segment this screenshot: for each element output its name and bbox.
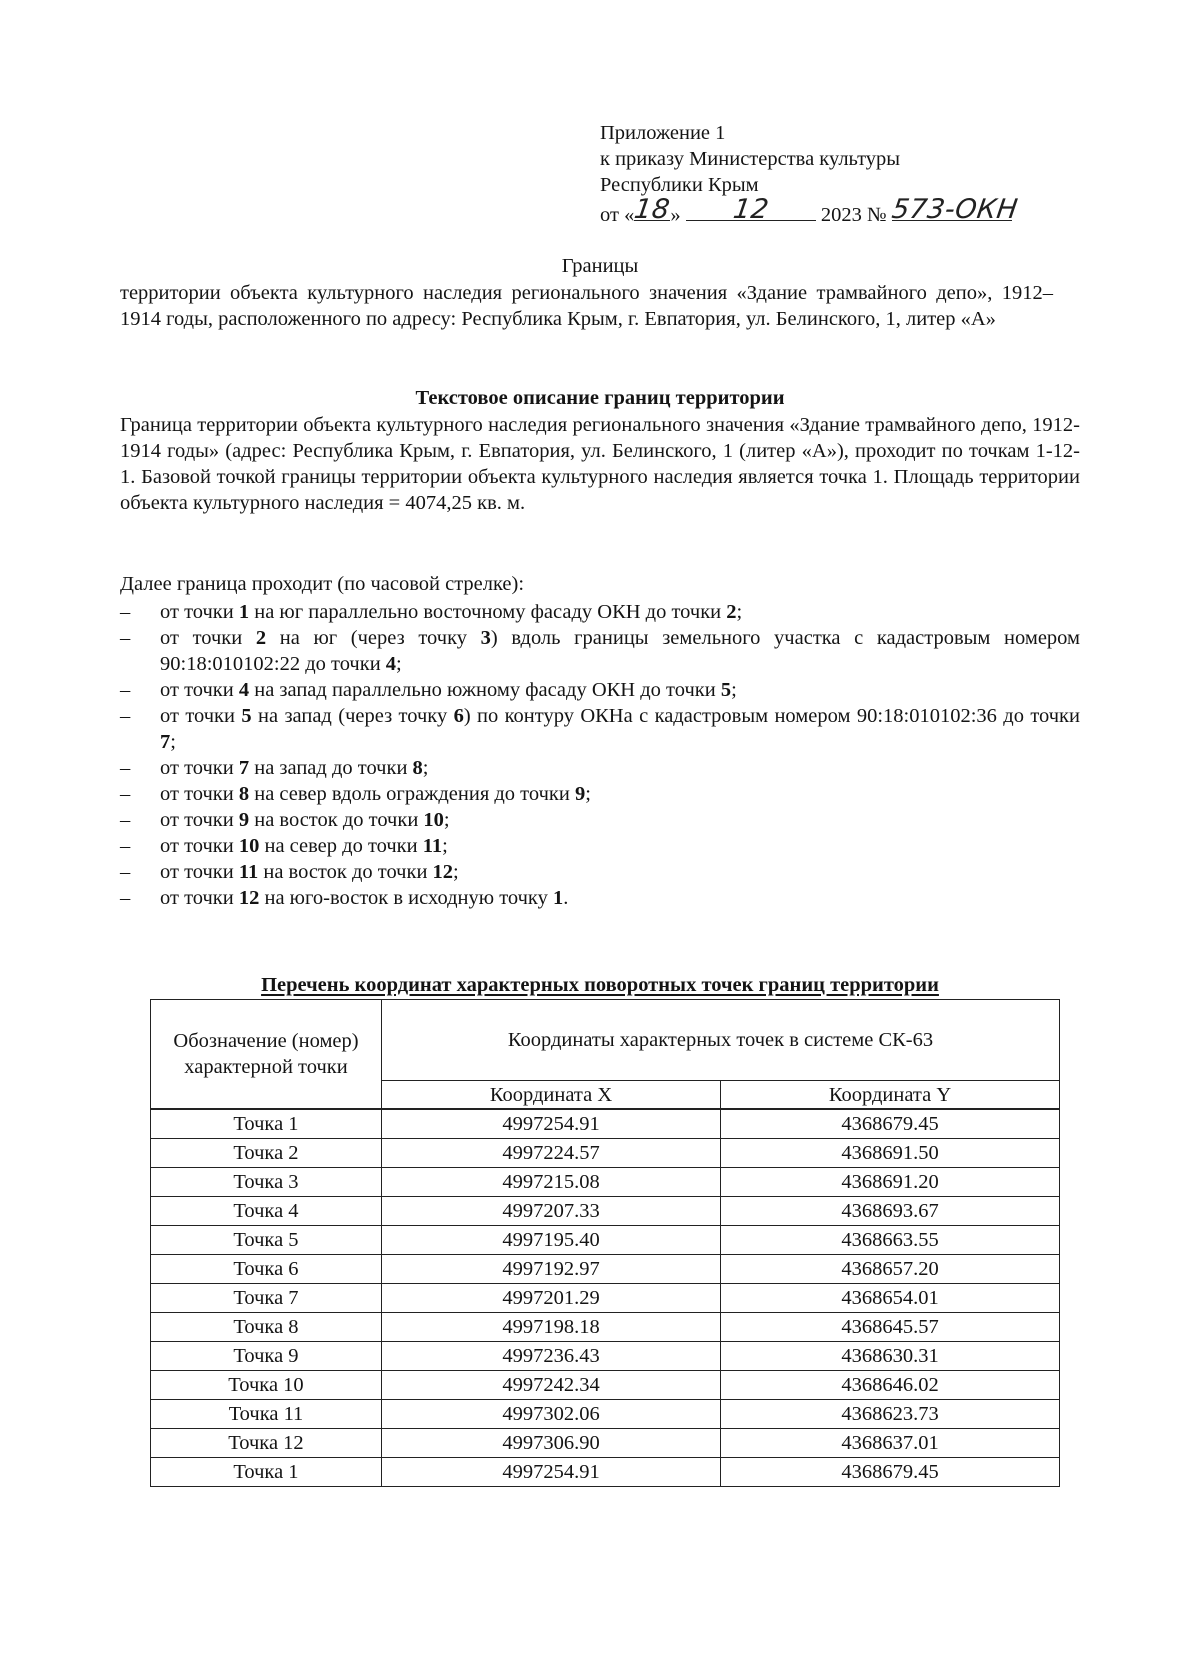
cell-x: 4997254.91: [382, 1109, 721, 1139]
annex-header: [600, 120, 1080, 228]
annex-line-2: к приказу Министерства культуры: [600, 148, 901, 170]
table-row: [151, 1400, 1060, 1429]
cell-x: 4997236.43: [382, 1342, 721, 1371]
date-mid: »: [670, 204, 681, 226]
annex-line-3: Республики Крым: [600, 174, 759, 196]
order-number-field: [889, 194, 1020, 225]
route-item: – от точки 7 на запад до точки 8;: [120, 757, 429, 779]
bullet-dash: –: [120, 887, 131, 909]
cell-x: 4997302.06: [382, 1400, 721, 1429]
cell-x: 4997224.57: [382, 1139, 721, 1168]
cell-y: 4368645.57: [721, 1313, 1060, 1342]
cell-x: 4997254.91: [382, 1458, 721, 1487]
cell-x: 4997306.90: [382, 1429, 721, 1458]
coordinates-table: [150, 999, 1060, 1487]
cell-y: 4368646.02: [721, 1371, 1060, 1400]
route-item: – от точки 10 на север до точки 11;: [120, 835, 448, 857]
cell-point: Точка 3: [151, 1168, 382, 1197]
table-row: [151, 1197, 1060, 1226]
cell-point: Точка 11: [151, 1400, 382, 1429]
table-row: [151, 1139, 1060, 1168]
cell-y: 4368679.45: [721, 1109, 1060, 1139]
cell-x: 4997195.40: [382, 1226, 721, 1255]
cell-point: Точка 5: [151, 1226, 382, 1255]
bullet-dash: –: [120, 627, 131, 649]
table-row: [151, 1313, 1060, 1342]
bullet-dash: –: [120, 705, 131, 727]
cell-point: Точка 4: [151, 1197, 382, 1226]
cell-x: 4997242.34: [382, 1371, 721, 1400]
cell-point: Точка 10: [151, 1371, 382, 1400]
order-date-line: [600, 194, 1080, 228]
bullet-dash: –: [120, 757, 131, 779]
cell-point: Точка 7: [151, 1284, 382, 1313]
table-row: [151, 1168, 1060, 1197]
description-text: Граница территории объекта культурного наследия регионального значения «Здание трамвайного депо, 1912-1914 годы» (адрес: Республика Крым, г. Евпатория, ул. Белинского, 1 (литер «А»), проходит по точкам 1-12-1. Базовой точкой границы территории объекта культурного наследия является точка 1. Площадь территории объекта культурного наследия = 4074,25 кв. м.: [120, 414, 1080, 514]
header-coordinates-system: Координаты характерных точек в системе СК-63: [382, 1000, 1060, 1081]
document-title: Границы: [561, 255, 639, 277]
route-item: – от точки 11 на восток до точки 12;: [120, 861, 459, 883]
table-row: [151, 1371, 1060, 1400]
handwritten-month: 12: [730, 194, 771, 225]
route-list: [120, 599, 1080, 911]
cell-y: 4368654.01: [721, 1284, 1060, 1313]
cell-y: 4368663.55: [721, 1226, 1060, 1255]
bullet-dash: –: [120, 861, 131, 883]
cell-point: Точка 8: [151, 1313, 382, 1342]
cell-point: Точка 1: [151, 1458, 382, 1487]
route-item: – от точки 2 на юг (через точку 3) вдоль границы земельного участка с кадастровым номером 90:18:010102:22 до точки 4;: [120, 627, 1081, 675]
cell-y: 4368691.50: [721, 1139, 1060, 1168]
bullet-dash: –: [120, 783, 131, 805]
table-row: [151, 1255, 1060, 1284]
bullet-dash: –: [120, 809, 131, 831]
description-heading: Текстовое описание границ территории: [415, 387, 785, 409]
handwritten-day: 18: [632, 194, 673, 225]
cell-y: 4368693.67: [721, 1197, 1060, 1226]
cell-y: 4368679.45: [721, 1458, 1060, 1487]
cell-y: 4368623.73: [721, 1400, 1060, 1429]
table-title: Перечень координат характерных поворотных точек границ территории: [261, 974, 939, 996]
table-row: [151, 1284, 1060, 1313]
table-row: [151, 1458, 1060, 1487]
route-item: – от точки 5 на запад (через точку 6) по контуру ОКНа с кадастровым номером 90:18:010102:36 до точки 7;: [120, 705, 1080, 753]
cell-point: Точка 9: [151, 1342, 382, 1371]
year-and-number-label: 2023 №: [820, 204, 887, 226]
cell-x: 4997215.08: [382, 1168, 721, 1197]
route-item: – от точки 9 на восток до точки 10;: [120, 809, 450, 831]
route-item: – от точки 8 на север вдоль ограждения до точки 9;: [120, 783, 591, 805]
cell-x: 4997198.18: [382, 1313, 721, 1342]
bullet-dash: –: [120, 679, 131, 701]
route-intro: Далее граница проходит (по часовой стрелке):: [120, 573, 525, 595]
cell-point: Точка 1: [151, 1109, 382, 1139]
cell-x: 4997207.33: [382, 1197, 721, 1226]
annex-line-1: Приложение 1: [600, 122, 726, 144]
cell-y: 4368657.20: [721, 1255, 1060, 1284]
cell-y: 4368691.20: [721, 1168, 1060, 1197]
bullet-dash: –: [120, 835, 131, 857]
cell-y: 4368630.31: [721, 1342, 1060, 1371]
cell-x: 4997192.97: [382, 1255, 721, 1284]
day-field: [632, 194, 673, 225]
cell-x: 4997201.29: [382, 1284, 721, 1313]
date-prefix: от «: [600, 204, 635, 226]
table-row: [151, 1429, 1060, 1458]
handwritten-order-number: 573-ОКН: [889, 194, 1020, 225]
cell-point: Точка 12: [151, 1429, 382, 1458]
cell-y: 4368637.01: [721, 1429, 1060, 1458]
table-row: [151, 1109, 1060, 1139]
cell-point: Точка 2: [151, 1139, 382, 1168]
cell-point: Точка 6: [151, 1255, 382, 1284]
document-subtitle: территории объекта культурного наследия регионального значения «Здание трамвайного депо», 1912–1914 годы, расположенного по адресу: Республика Крым, г. Евпатория, ул. Белинского, 1, литер «А»: [120, 282, 1053, 330]
header-coordinate-x: Координата X: [382, 1081, 721, 1110]
route-item: – от точки 12 на юго-восток в исходную точку 1.: [120, 887, 569, 909]
header-point-designation: Обозначение (номер) характерной точки: [151, 1000, 382, 1110]
route-item: – от точки 4 на запад параллельно южному фасаду ОКН до точки 5;: [120, 679, 737, 701]
route-item: – от точки 1 на юг параллельно восточному фасаду ОКН до точки 2;: [120, 601, 743, 623]
table-row: [151, 1342, 1060, 1371]
bullet-dash: –: [120, 601, 131, 623]
table-row: [151, 1226, 1060, 1255]
month-field: [686, 194, 816, 225]
header-coordinate-y: Координата Y: [721, 1081, 1060, 1110]
